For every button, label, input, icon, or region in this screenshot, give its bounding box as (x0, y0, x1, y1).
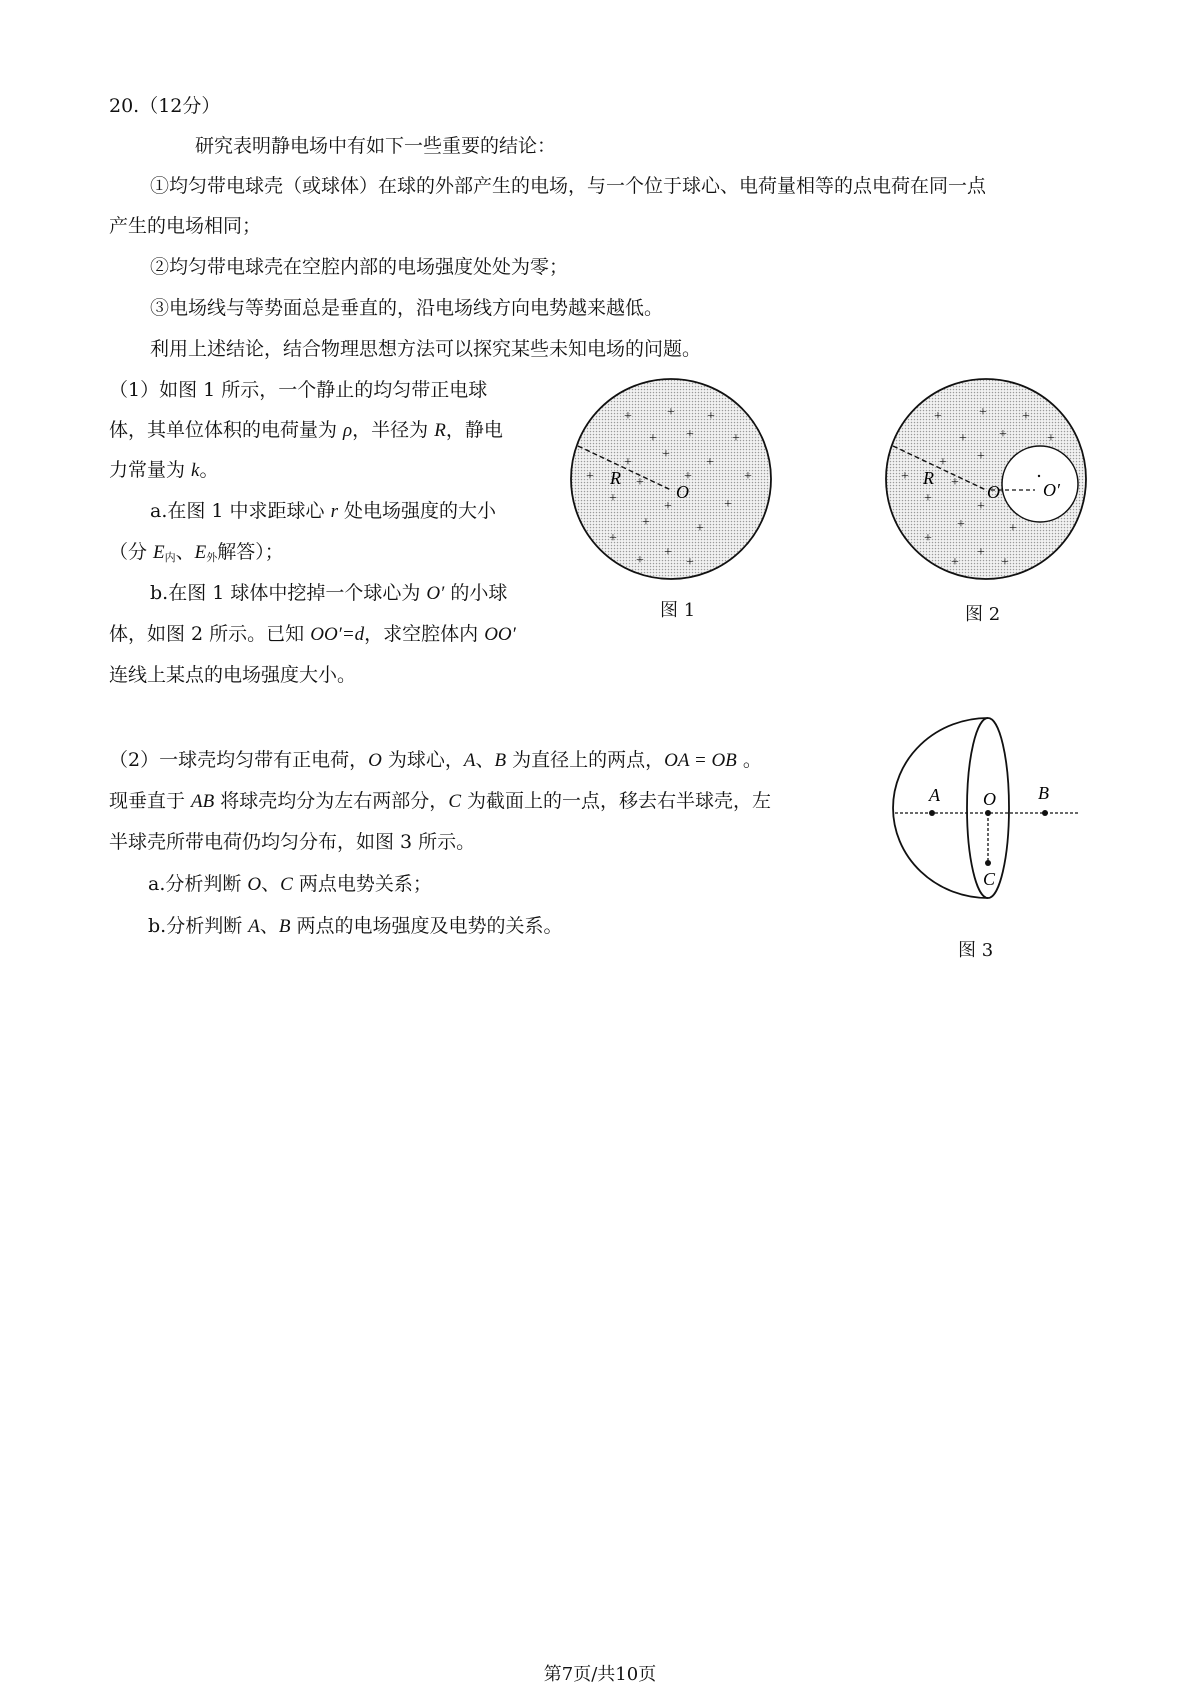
label-R: R (923, 468, 934, 488)
plus-sign: + (999, 427, 1007, 442)
part1-line-2: 体，其单位体积的电荷量为 ρ，半径为 R，静电 (109, 419, 503, 441)
plus-sign: + (732, 431, 740, 446)
plus-sign: + (979, 405, 987, 420)
cavity-center-dot (1038, 475, 1040, 477)
part1-line-3: 力常量为 k。 (109, 459, 219, 481)
plus-sign: + (624, 455, 632, 470)
plus-sign: + (649, 431, 657, 446)
plus-sign: + (664, 545, 672, 560)
part2-line-1: （2）一球壳均匀带有正电荷，O 为球心，A、B 为直径上的两点，OA = OB 。 (109, 749, 762, 771)
plus-sign: + (662, 447, 670, 462)
plus-sign: + (1001, 555, 1009, 570)
part1-b-line-2: 体，如图 2 所示。已知 OO′=d，求空腔体内 OO′ (109, 623, 516, 645)
label-C: C (983, 869, 996, 889)
label-O: O (983, 789, 996, 809)
part2-a: a.分析判断 O、C 两点电势关系； (148, 873, 432, 895)
plus-sign: + (1022, 409, 1030, 424)
plus-sign: + (1047, 431, 1055, 446)
page-footer: 第7页/共10页 (543, 1664, 657, 1685)
plus-sign: + (957, 517, 965, 532)
conclusion-1-line-2: 产生的电场相同； (109, 215, 262, 237)
point-A-dot (929, 810, 935, 816)
plus-sign: + (609, 531, 617, 546)
plus-sign: + (959, 431, 967, 446)
part2-line-3: 半球壳所带电荷仍均匀分布，如图 3 所示。 (109, 831, 476, 853)
plus-sign: + (664, 499, 672, 514)
plus-sign: + (636, 553, 644, 568)
figure-2 (883, 376, 1089, 582)
usage-text: 利用上述结论，结合物理思想方法可以探究某些未知电场的问题。 (150, 338, 702, 360)
part2-b: b.分析判断 A、B 两点的电场强度及电势的关系。 (148, 915, 563, 937)
plus-sign: + (686, 555, 694, 570)
label-B: B (1038, 783, 1049, 803)
plus-sign: + (924, 531, 932, 546)
figure-1-caption: 图 1 (660, 600, 696, 621)
plus-sign: + (951, 475, 959, 490)
label-R: R (610, 468, 621, 488)
plus-sign: + (624, 409, 632, 424)
plus-sign: + (696, 521, 704, 536)
plus-sign: + (706, 455, 714, 470)
conclusion-1-line-1: ①均匀带电球壳（或球体）在球的外部产生的电场，与一个位于球心、电荷量相等的点电荷在同一点 (150, 175, 987, 197)
intro-text: 研究表明静电场中有如下一些重要的结论： (195, 135, 557, 157)
plus-sign: + (934, 409, 942, 424)
plus-sign: + (667, 405, 675, 420)
label-O-prime: O′ (1043, 480, 1060, 500)
plus-sign: + (744, 469, 752, 484)
plus-sign: + (609, 491, 617, 506)
plus-sign: + (684, 469, 692, 484)
plus-sign: + (636, 475, 644, 490)
plus-sign: + (901, 469, 909, 484)
point-B-dot (1042, 810, 1048, 816)
plus-sign: + (951, 555, 959, 570)
plus-sign: + (924, 491, 932, 506)
part2-line-2: 现垂直于 AB 将球壳均分为左右两部分，C 为截面上的一点，移去右半球壳，左 (109, 790, 772, 812)
plus-sign: + (642, 515, 650, 530)
point-C-dot (985, 860, 991, 866)
plus-sign: + (586, 469, 594, 484)
plus-sign: + (686, 427, 694, 442)
plus-sign: + (977, 449, 985, 464)
figure-3 (895, 712, 1085, 912)
conclusion-3: ③电场线与等势面总是垂直的，沿电场线方向电势越来越低。 (150, 297, 664, 319)
label-A: A (929, 785, 940, 805)
part1-line-1: （1）如图 1 所示，一个静止的均匀带正电球 (109, 379, 488, 401)
plus-sign: + (977, 499, 985, 514)
question-number: 20.（12分） (109, 95, 221, 117)
point-O-dot (985, 810, 991, 816)
part1-a-line-2: （分 $E_内$、$E_外$解答）； (109, 541, 284, 564)
plus-sign: + (707, 409, 715, 424)
part1-b-line-1: b.在图 1 球体中挖掉一个球心为 O′ 的小球 (150, 582, 508, 604)
plus-sign: + (977, 545, 985, 560)
part1-b-line-3: 连线上某点的电场强度大小。 (109, 664, 357, 686)
label-O: O (987, 482, 1000, 502)
plus-sign: + (1009, 521, 1017, 536)
conclusion-2: ②均匀带电球壳在空腔内部的电场强度处处为零； (150, 256, 569, 278)
plus-sign: + (939, 455, 947, 470)
figure-1 (568, 376, 774, 582)
figure-2-caption: 图 2 (965, 604, 1001, 625)
label-O: O (676, 482, 689, 502)
part1-a-line-1: a.在图 1 中求距球心 r 处电场强度的大小 (150, 500, 497, 522)
figure-3-caption: 图 3 (958, 940, 994, 961)
plus-sign: + (724, 497, 732, 512)
cavity (1002, 446, 1078, 522)
